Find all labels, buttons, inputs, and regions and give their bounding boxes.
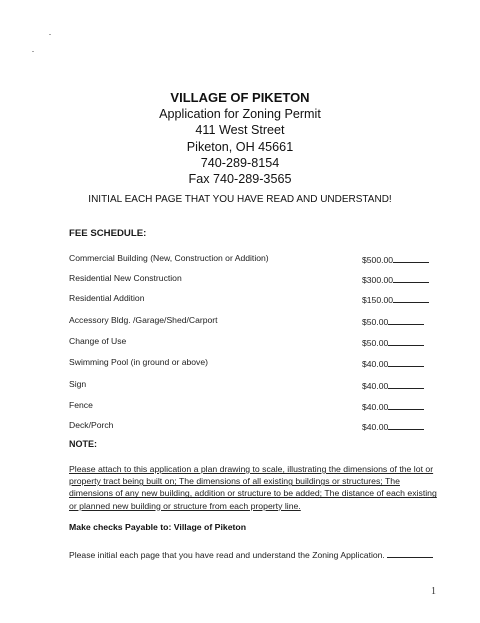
- fee-blank-line: [393, 253, 429, 263]
- fee-label: Residential Addition: [69, 293, 145, 303]
- fee-amount: $300.00: [362, 273, 429, 285]
- fee-blank-line: [393, 273, 429, 283]
- fee-amount: $40.00: [362, 400, 424, 412]
- fee-blank-line: [388, 400, 424, 410]
- fee-label: Swimming Pool (in ground or above): [69, 357, 208, 367]
- fee-label: Deck/Porch: [69, 420, 114, 430]
- fee-label: Sign: [69, 379, 87, 389]
- fee-blank-line: [388, 315, 424, 325]
- fee-amount: $150.00: [362, 293, 429, 305]
- organization-name: VILLAGE OF PIKETON: [170, 90, 310, 105]
- fee-blank-line: [388, 379, 424, 389]
- letterhead: [0, 90, 480, 187]
- fee-row-sign: [69, 379, 437, 393]
- fee-amount: $500.00: [362, 253, 429, 265]
- fee-row-deck-porch: [69, 420, 437, 434]
- fee-row-residential-addition: [69, 293, 437, 307]
- fax-number: Fax 740-289-3565: [188, 172, 292, 187]
- city-state-zip: Piketon, OH 45661: [186, 139, 294, 154]
- fee-label: Accessory Bldg. /Garage/Shed/Carport: [69, 315, 218, 325]
- initial-blank-line: [387, 548, 433, 558]
- form-title: Application for Zoning Permit: [159, 107, 321, 122]
- note-text: Please attach to this application a plan drawing to scale, illustrating the dimensions of the lot or property tract being built on; The dimensions of all existing buildings or structures; The dimensions of any new building, addition or structure to be added; The distance of each existing or planned new building or structure from each property line.: [69, 464, 437, 511]
- note-title: NOTE:: [69, 439, 97, 449]
- scan-speck: [49, 34, 51, 35]
- phone-number: 740-289-8154: [200, 155, 280, 170]
- fee-row-swimming-pool: [69, 357, 437, 371]
- initial-statement-text: Please initial each page that you have read and understand the Zoning Application.: [69, 550, 385, 560]
- fee-amount: $40.00: [362, 420, 424, 432]
- fee-blank-line: [388, 336, 424, 346]
- fee-row-residential-new: [69, 273, 437, 287]
- fee-row-fence: [69, 400, 437, 414]
- fee-blank-line: [393, 293, 429, 303]
- fee-row-accessory: [69, 315, 437, 329]
- page-number: 1: [431, 586, 436, 597]
- scan-speck: [32, 51, 34, 52]
- fee-label: Commercial Building (New, Construction or Addition): [69, 253, 269, 263]
- fee-label: Change of Use: [69, 336, 127, 346]
- initial-statement: [69, 548, 433, 560]
- fee-amount: $50.00: [362, 336, 424, 348]
- fee-row-change-of-use: [69, 336, 437, 350]
- fee-amount: $50.00: [362, 315, 424, 327]
- fee-blank-line: [388, 357, 424, 367]
- fee-label: Fence: [69, 400, 93, 410]
- fee-row-commercial: [69, 253, 437, 267]
- fee-blank-line: [388, 420, 424, 430]
- fee-amount: $40.00: [362, 357, 424, 369]
- payable-to: Make checks Payable to: Village of Piketon: [69, 522, 247, 532]
- street-address: 411 West Street: [195, 123, 285, 138]
- initial-instruction: INITIAL EACH PAGE THAT YOU HAVE READ AND UNDERSTAND!: [88, 194, 392, 205]
- fee-label: Residential New Construction: [69, 273, 182, 283]
- fee-schedule-title: FEE SCHEDULE:: [69, 228, 147, 239]
- fee-amount: $40.00: [362, 379, 424, 391]
